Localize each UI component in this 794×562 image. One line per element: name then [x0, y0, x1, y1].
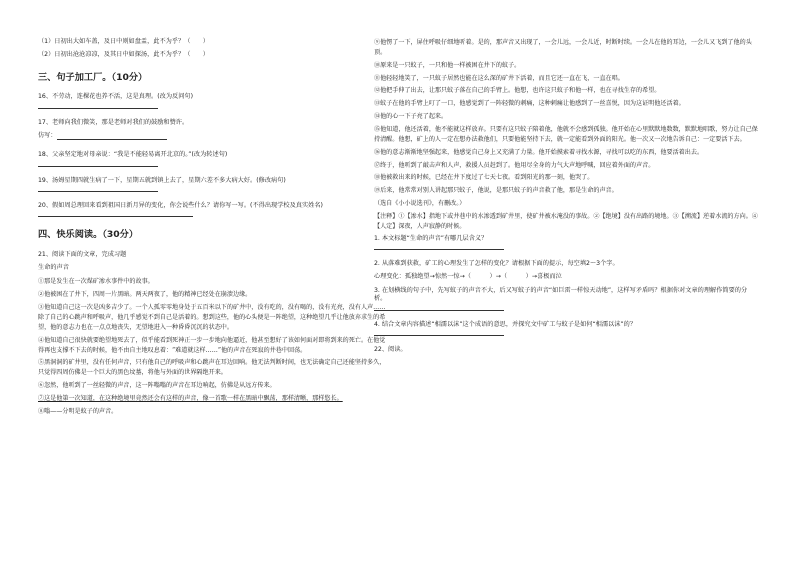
story-paragraph-6: ⑥忽然，他听到了一丝轻微的声音，这一阵嗡嗡的声音在耳边响起，仿佛是从远方传来。 [38, 382, 276, 390]
reading-question-1: 1. 本文标题“生命的声音”有哪几层含义？ [374, 234, 488, 242]
sentence-18: 18、父亲坚定地对母亲说：“我是不能轻易离开北京的。”(改为转述句) [38, 151, 228, 159]
story-paragraph-17: ⑰终于，他听到了敲击声和人声，救援人员赶到了。他用尽全身的力气大声地呼喊，回应着外面的声音。 [374, 161, 655, 169]
story-paragraph-15: ⑮他知道，他还活着，他不能就这样放弃。只要有这只蚊子陪着他，他就不会感到孤独。他开始在心里默默地数数，默默地唱歌，努力让自己保持清醒。他想，矿上的人一定在想办法救他们，只要他能坚持下去，就一定能看到外面的阳光。他一次又一次地告诉自己：一定要活下去。 [374, 126, 758, 143]
story-title: 生命的声音 [38, 264, 69, 272]
story-paragraph-18: ⑱他被救出来的时候，已经在井下度过了七天七夜。看到阳光的那一刻，他哭了。 [374, 174, 594, 182]
story-paragraph-12: ⑫他把手伸了出去，让那只蚊子落在自己的手臂上。他想，也许这只蚊子和他一样，也在寻找生存的希望。 [374, 87, 661, 95]
reading-question-2-blanks: 心理变化：孤独绝望→惊然一惊→（ ）→（ ）→喜极而泣 [374, 273, 562, 281]
sentence-17: 17、老师向我们微笑，那是老师对我们的鼓励和赞许。 [38, 118, 189, 126]
sentence-16: 16、不劳动，连棵花也养不活，这是真理。(改为反问句) [38, 93, 194, 101]
question-21: 21、阅读下面的文章，完成习题 [38, 250, 127, 258]
answer-line-20[interactable] [38, 215, 193, 217]
answer-line-r3[interactable] [374, 309, 504, 311]
story-paragraph-4: ④他知道自己很快就要绝望地死去了，似乎能看到死神正一步一步地向他逼近，他甚至想好了该如何面对即将到来的死亡。在他觉得再也支撑不下去的时候，他不由自主地叹息着：“难道就这样……”他的声音在死寂的井巷中回荡。 [38, 336, 386, 354]
sentence-19: 19、汤姆星期四就生病了一下，星期五就到镇上去了，星期六差不多大病大好。(修改病句) [38, 176, 286, 184]
question-22: 22、阅读。 [374, 345, 407, 353]
answer-line-18[interactable] [38, 165, 158, 167]
story-paragraph-3: ③他知道自己这一次是凶多吉少了。一个人孤零零地身处于五百米以下的矿井中，没有吃的，没有喝的，没有光亮，没有人声……除了自己的心跳声和呼吸声，他几乎感觉不到自己是活着的。想到这些，他的心头便是一阵绝望，这种绝望几乎让他放弃求生的希望，他的意志力也在一点点地丧失，无望地进入一种昏昏沉沉的状态中。 [38, 304, 386, 331]
story-paragraph-8: ⑧嗡——分明是蚊子的声音。 [38, 407, 118, 415]
story-paragraph-13: ⑬蚊子在他的手臂上叮了一口，他感觉到了一阵轻微的刺痛，这种刺痛让他感到了一丝喜悦，因为这证明他还活着。 [374, 100, 685, 108]
answer-line-r4[interactable] [374, 334, 504, 336]
right-column [374, 38, 758, 359]
answer-line-r1[interactable] [374, 248, 504, 250]
story-paragraph-5: ⑤黑洞洞的矿井里，没有任何声音，只有他自己的呼吸声和心跳声在耳边回响。他无法判断时间，也无法确定自己还能坚持多久，只觉得四周仿佛是一个巨大的黑色坟墓，将他与外面的世界隔绝开来。 [38, 359, 386, 377]
answer-line-16[interactable] [38, 107, 158, 109]
imitate-label: 仿写： [38, 131, 57, 139]
story-paragraph-19: ⑲后来，他常常对别人讲起那只蚊子，他说，是那只蚊子的声音救了他，那是生命的声音。 [374, 187, 618, 195]
reading-question-2: 2. 从落难到获救，矿工的心理发生了怎样的变化？请根据下面的提示，每空填2～3个字。 [374, 260, 619, 268]
story-paragraph-7-underlined: ⑦这是他第一次知道，在这种绝境里竟然还会有这样的声音，像一首歌一样在黑暗中飘荡，那样清晰，那样悠长。 [38, 395, 343, 403]
answer-line-17[interactable] [57, 133, 167, 140]
question-20: 20、假如周总理回来看到祖国日新月异的变化，你会说些什么？请你写一写。(不得出现学校及真实姓名) [38, 201, 323, 209]
sentence-17-imitate [38, 132, 388, 140]
story-paragraph-2: ②他被困在了井下，四周一片黑暗。两天两夜了，他的精神已经处在崩溃边缘。 [38, 291, 252, 299]
story-paragraph-11: ⑪他轻轻地笑了，一只蚊子居然也能在这么深的矿井下活着，而且它还一直在飞，一直在唱。 [374, 74, 624, 82]
reading-question-4: 4. 结合文章内容描述“相濡以沫”这个成语的意思，并探究文中矿工与蚊子是如何“相濡以沫”的？ [374, 320, 637, 328]
story-paragraph-1: ①那是发生在一次煤矿渗水事件中的故事。 [38, 278, 154, 286]
story-paragraph-9: ⑨他愣了一下，屏住呼吸仔细地听着。是的，那声音又出现了，一会儿远，一会儿近，时断时续。一会儿在他的耳边，一会儿又飞到了他的头顶。 [374, 39, 752, 56]
story-paragraph-16: ⑯他的意志渐渐地坚强起来，他感觉自己身上又充满了力量。他开始摸索着寻找水源，寻找可以吃的东西，他要活着出去。 [374, 148, 704, 156]
reading-question-3: 3. 在划横线的句子中，先写蚊子的声音不大，后又写蚊子的声音“如巨雷一样惊天动地”，这样写矛盾吗？根据你对文章的理解作简要的分析。 [374, 286, 748, 303]
section-3-heading: 三、句子加工厂。（10分） [38, 71, 148, 83]
source-note: （选自《小小说选刊》，有删改。） [374, 200, 466, 208]
section-4-heading: 四、快乐阅读。（30分） [38, 229, 139, 241]
question-line-b: （2）日初出沧沧凉凉，及其日中如探汤，此不为乎？（ ） [38, 51, 209, 59]
left-column [38, 38, 388, 420]
story-paragraph-10: ⑩原来是一只蚊子，一只和他一样被困在井下的蚊子。 [374, 61, 521, 69]
annotation-note: 【注释】①【渗水】指地下或井巷中的水渗透到矿井里，使矿井被水淹没的事故。②【绝境】没有出路的境地。③【溯流】逆着水流的方向。④【人定】深夜，人声寂静的时候。 [374, 213, 758, 230]
answer-line-19[interactable] [38, 190, 158, 192]
story-paragraph-14: ⑭他的心一下子亮了起来。 [374, 113, 448, 121]
question-line-a: （1）日初出大如车盖，及日中则如盘盂，此不为乎？（ ） [38, 38, 209, 45]
